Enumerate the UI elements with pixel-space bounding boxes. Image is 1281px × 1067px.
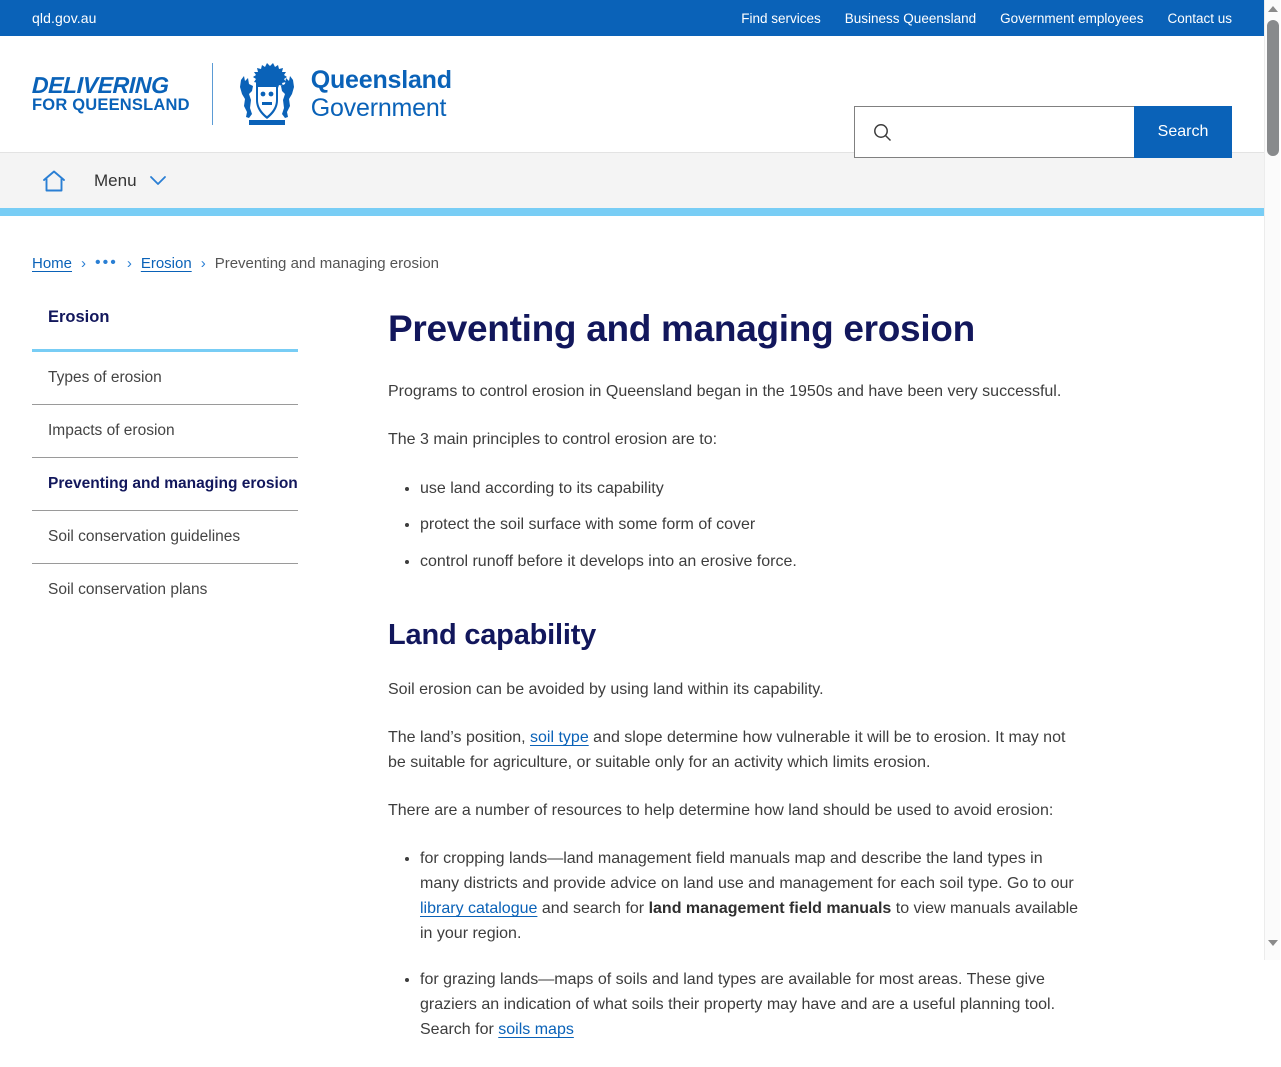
cropping-text-before-link: for cropping lands—land management field manuals map and describe the land types in many districts and provide advice on land use and management for each soil type. Go to our bbox=[420, 850, 1074, 893]
cropping-text-after: to view manuals available in your region. bbox=[420, 899, 1079, 942]
accent-rule bbox=[0, 208, 1264, 216]
queensland-government-wordmark bbox=[311, 66, 452, 122]
cropping-text-middle: and search for bbox=[537, 899, 649, 917]
principles-list bbox=[388, 477, 1086, 575]
soils-maps-link[interactable]: soils maps bbox=[498, 1021, 574, 1039]
page-title: Preventing and managing erosion bbox=[388, 308, 975, 349]
breadcrumb-separator-icon: › bbox=[200, 254, 206, 272]
list-item-cropping-lands bbox=[420, 847, 1086, 946]
breadcrumb-separator-icon: › bbox=[81, 254, 87, 272]
search-button[interactable]: Search bbox=[1134, 106, 1232, 158]
resources-list bbox=[388, 847, 1086, 1043]
utility-link-contact-us[interactable]: Contact us bbox=[1167, 10, 1232, 26]
search-icon bbox=[873, 123, 892, 142]
breadcrumb bbox=[0, 216, 1264, 272]
section-navigation bbox=[32, 308, 326, 1067]
section-title-land-capability: Land capability bbox=[388, 619, 597, 652]
sidebar-title: Erosion bbox=[48, 308, 110, 326]
wordmark-line2: Government bbox=[310, 94, 447, 122]
list-item: • control runoff before it develops into an erosive force. bbox=[420, 550, 1086, 575]
sidebar-item-soil-conservation-plans[interactable]: Soil conservation plans bbox=[48, 581, 208, 598]
browser-scrollbar[interactable] bbox=[1264, 0, 1280, 960]
grazing-text-before-link: for grazing lands—maps of soils and land types are available for most areas. These give graziers an indication of what soils their property may have and are a useful planning tool. Search for bbox=[420, 971, 1056, 1039]
main-menu-bar bbox=[0, 152, 1264, 208]
list-item: • use land according to its capability bbox=[420, 477, 1086, 502]
sidebar-item-soil-conservation-guidelines[interactable]: Soil conservation guidelines bbox=[32, 511, 298, 564]
site-search bbox=[854, 106, 1232, 158]
breadcrumb-erosion-link[interactable]: Erosion bbox=[140, 254, 192, 272]
scroll-thumb[interactable] bbox=[1267, 20, 1279, 156]
scroll-down-arrow-icon[interactable] bbox=[1265, 934, 1281, 952]
home-icon[interactable] bbox=[40, 167, 68, 195]
utility-bar bbox=[0, 0, 1264, 36]
paragraph-text-after-link: and slope determine how vulnerable it will be to erosion. It may not be suitable for agriculture, or suitable only for an activity which limits erosion. bbox=[388, 729, 1066, 771]
scroll-up-arrow-icon[interactable] bbox=[1265, 0, 1281, 18]
delivering-logo-line2: FOR QUEENSLAND bbox=[32, 96, 190, 115]
delivering-logo-line1: DELIVERING bbox=[31, 71, 170, 98]
cropping-bold-phrase: land management field manuals bbox=[648, 899, 892, 917]
sidebar-item-preventing-and-managing-erosion[interactable]: Preventing and managing erosion bbox=[32, 458, 298, 511]
chevron-down-icon bbox=[149, 175, 167, 187]
wordmark-line1: Queensland bbox=[310, 66, 452, 94]
list-item-grazing-lands bbox=[420, 968, 1086, 1042]
utility-links bbox=[741, 11, 1264, 26]
breadcrumb-ellipsis[interactable]: ••• bbox=[95, 254, 118, 271]
sidebar-item-impacts-of-erosion[interactable]: Impacts of erosion bbox=[32, 405, 298, 458]
paragraph-text-before-link: The land’s position, bbox=[388, 729, 531, 747]
principles-lead-paragraph: The 3 main principles to control erosion are to: bbox=[388, 431, 718, 449]
main-article bbox=[326, 308, 1086, 1067]
queensland-coat-of-arms-icon bbox=[235, 60, 299, 128]
sidebar-item-types-of-erosion[interactable]: Types of erosion bbox=[32, 352, 298, 405]
utility-link-find-services[interactable]: Find services bbox=[741, 10, 821, 26]
menu-label: Menu bbox=[94, 170, 137, 190]
page-content bbox=[0, 272, 1264, 1067]
site-logo[interactable] bbox=[32, 60, 452, 128]
logo-divider bbox=[212, 63, 213, 125]
utility-link-business-queensland[interactable]: Business Queensland bbox=[844, 10, 977, 26]
library-catalogue-link[interactable]: library catalogue bbox=[420, 899, 538, 917]
breadcrumb-home-link[interactable]: Home bbox=[32, 254, 73, 272]
utility-link-government-employees[interactable]: Government employees bbox=[1000, 10, 1144, 26]
masthead bbox=[0, 36, 1264, 152]
breadcrumb-current-page: Preventing and managing erosion bbox=[214, 254, 440, 272]
soil-type-link[interactable]: soil type bbox=[530, 729, 589, 747]
resources-lead-paragraph: There are a number of resources to help determine how land should be used to avoid erosion: bbox=[388, 801, 1054, 819]
land-capability-paragraph-1: Soil erosion can be avoided by using land within its capability. bbox=[388, 681, 824, 699]
intro-paragraph: Programs to control erosion in Queensland began in the 1950s and have been very successful. bbox=[388, 383, 1062, 400]
search-input[interactable] bbox=[902, 117, 1112, 147]
land-capability-paragraph-2 bbox=[388, 726, 1086, 775]
delivering-for-queensland-logo bbox=[31, 71, 212, 115]
search-field-wrapper[interactable] bbox=[854, 106, 1134, 158]
list-item: • protect the soil surface with some form of cover bbox=[420, 513, 1086, 538]
qld-gov-au-brand-link[interactable]: qld.gov.au bbox=[32, 10, 97, 26]
breadcrumb-separator-icon: › bbox=[126, 254, 132, 272]
menu-toggle[interactable] bbox=[94, 171, 167, 191]
